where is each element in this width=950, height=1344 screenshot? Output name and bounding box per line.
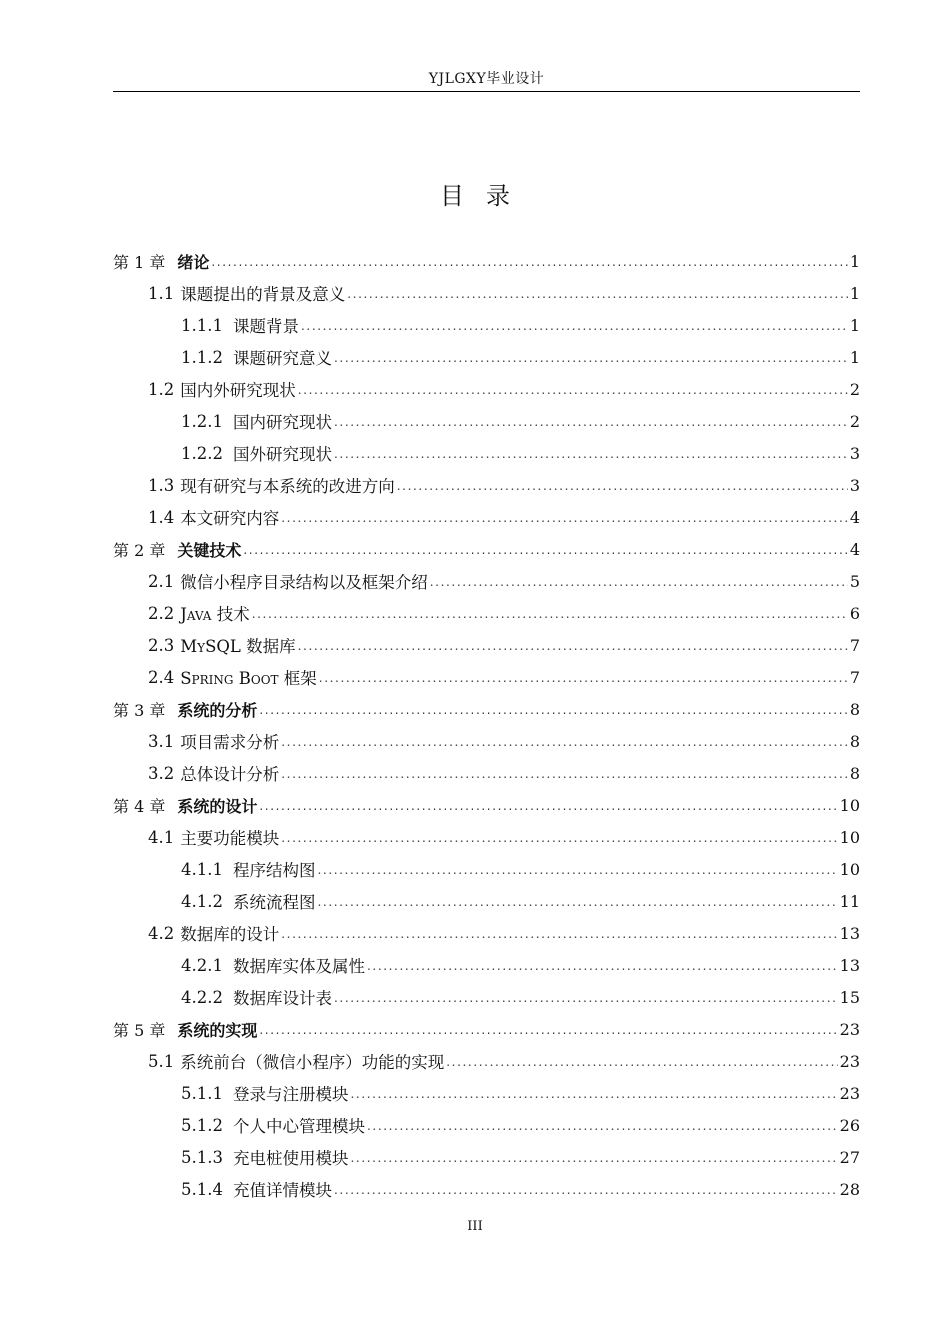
toc-entry-number: 2.1 [148,571,175,591]
toc-entry-label: 课题提出的背景及意义 [180,285,346,304]
toc-entry-number: 3.1 [148,731,175,751]
toc-dot-leader [281,925,837,941]
toc-entry-number: 5.1.2 [181,1115,223,1135]
toc-entry[interactable] [113,725,860,757]
toc-entry-label: 项目需求分析 [180,733,280,752]
toc-dot-leader [334,413,848,429]
toc-entry-label: 系统的分析 [177,700,258,720]
toc-entry-number: 5.1.4 [181,1179,223,1199]
toc-entry-number: 第 5 章 [113,1020,166,1040]
toc-dot-leader [367,1117,838,1133]
toc-entry-number: 1.1.2 [181,347,223,367]
toc-entry-number: 5.1.3 [181,1147,223,1167]
toc-entry-number: 1.4 [148,507,175,527]
toc-dot-leader [298,637,848,653]
toc-entry-label: MySQL 数据库 [180,637,296,656]
toc-entry-number: 3.2 [148,763,175,783]
toc-entry[interactable] [113,597,860,629]
toc-entry[interactable] [113,501,860,533]
running-header: YJLGXY毕业设计 [428,71,545,87]
toc-entry-label: 系统前台（微信小程序）功能的实现 [180,1053,445,1072]
toc-dot-leader [281,733,848,749]
toc-dot-leader [211,253,847,269]
toc-entry-number: 1.2.1 [181,411,223,431]
toc-entry-label: 登录与注册模块 [232,1085,349,1104]
toc-entry-page: 3 [849,443,860,463]
toc-dot-leader [334,349,848,365]
toc-entry-number: 4.1 [148,827,175,847]
toc-dot-leader [259,797,837,813]
toc-entry-label: 课题研究意义 [232,349,332,368]
toc-entry-page: 15 [839,987,860,1007]
toc-entry-page: 1 [849,283,860,303]
toc-entry-label: 系统流程图 [232,893,316,912]
toc-entry[interactable] [113,437,860,469]
header-rule [113,91,860,92]
toc-entry[interactable] [113,469,860,501]
toc-dot-leader [430,573,848,589]
toc-entry[interactable] [113,629,860,661]
toc-entry-page: 8 [849,763,860,783]
toc-entry-label: 本文研究内容 [180,509,280,528]
toc-dot-leader [347,285,848,301]
toc-entry-label: 数据库的设计 [180,925,280,944]
toc-entry-number: 5.1 [148,1051,175,1071]
toc-entry-page: 1 [849,315,860,335]
toc-entry-number: 1.1 [148,283,175,303]
toc-entry-number: 4.1.2 [181,891,223,911]
toc-entry-number: 第 4 章 [113,796,166,816]
toc-entry-page: 27 [839,1147,860,1167]
table-of-contents [113,245,860,1205]
toc-dot-leader [243,541,847,557]
toc-entry-number: 5.1.1 [181,1083,223,1103]
toc-entry[interactable] [113,917,860,949]
toc-dot-leader [334,989,838,1005]
toc-entry[interactable] [113,821,860,853]
toc-dot-leader [252,605,848,621]
toc-entry[interactable] [113,693,860,725]
toc-entry-page: 7 [849,635,860,655]
toc-entry-label: 数据库设计表 [232,989,332,1008]
toc-entry-page: 6 [849,603,860,623]
toc-entry-page: 2 [849,379,860,399]
toc-entry-page: 5 [849,571,860,591]
toc-entry-number: 2.3 [148,635,175,655]
toc-entry-label: 微信小程序目录结构以及框架介绍 [180,573,428,592]
toc-entry[interactable] [113,1013,860,1045]
toc-entry[interactable] [113,949,860,981]
toc-dot-leader [317,893,837,909]
toc-entry-label: 数据库实体及属性 [232,957,365,976]
toc-entry[interactable] [113,661,860,693]
toc-entry-label: 课题背景 [232,317,299,336]
toc-dot-leader [367,957,838,973]
toc-entry-label: 总体设计分析 [180,765,280,784]
toc-dot-leader [334,445,848,461]
toc-entry-label: 国内外研究现状 [180,381,296,400]
toc-entry[interactable] [113,1141,860,1173]
toc-entry-page: 26 [839,1115,860,1135]
page-title: 目录 [440,182,532,210]
toc-entry-number: 1.2.2 [181,443,223,463]
toc-entry-number: 4.2.2 [181,987,223,1007]
toc-entry-page: 10 [839,827,860,847]
toc-entry-number: 第 1 章 [113,252,166,272]
toc-dot-leader [350,1085,837,1101]
toc-entry-label: Spring Boot 框架 [180,669,317,688]
toc-entry-label: 国外研究现状 [232,445,332,464]
toc-entry-page: 4 [849,539,860,559]
toc-entry-page: 8 [849,731,860,751]
toc-dot-leader [281,509,848,525]
toc-entry-page: 7 [849,667,860,687]
toc-dot-leader [301,317,848,333]
toc-entry[interactable] [113,757,860,789]
toc-entry-label: 充电桩使用模块 [232,1149,349,1168]
toc-entry-number: 4.1.1 [181,859,223,879]
toc-entry-page: 28 [839,1179,860,1199]
toc-dot-leader [281,765,848,781]
toc-entry-page: 8 [849,699,860,719]
toc-entry-label: 关键技术 [177,540,242,560]
toc-entry-number: 2.4 [148,667,175,687]
toc-entry-label: 个人中心管理模块 [232,1117,365,1136]
page-number: III [467,1219,483,1234]
toc-dot-leader [281,829,837,845]
toc-entry-label: Java 技术 [180,605,250,624]
toc-entry[interactable] [113,277,860,309]
toc-dot-leader [298,381,848,397]
toc-entry-label: 国内研究现状 [232,413,332,432]
toc-entry-page: 23 [839,1051,860,1071]
toc-entry-number: 2.2 [148,603,175,623]
toc-entry[interactable] [113,373,860,405]
toc-entry-page: 13 [839,955,860,975]
toc-entry[interactable] [113,565,860,597]
toc-dot-leader [259,701,847,717]
toc-entry-number: 第 2 章 [113,540,166,560]
toc-entry[interactable] [113,853,860,885]
toc-dot-leader [350,1149,837,1165]
toc-entry-label: 充值详情模块 [232,1181,332,1200]
toc-entry-page: 1 [849,251,860,271]
toc-entry-page: 1 [849,347,860,367]
toc-entry-page: 4 [849,507,860,527]
toc-dot-leader [317,861,837,877]
toc-entry[interactable] [113,533,860,565]
toc-dot-leader [319,669,848,685]
toc-entry[interactable] [113,885,860,917]
toc-entry-label: 绪论 [177,252,210,272]
toc-entry[interactable] [113,309,860,341]
toc-entry-page: 11 [839,891,860,911]
toc-entry-label: 系统的实现 [177,1020,258,1040]
toc-entry-label: 系统的设计 [177,796,258,816]
toc-entry-number: 4.2.1 [181,955,223,975]
toc-entry-number: 1.3 [148,475,175,495]
toc-entry[interactable] [113,789,860,821]
toc-dot-leader [334,1181,838,1197]
toc-entry[interactable] [113,1045,860,1077]
toc-entry[interactable] [113,341,860,373]
toc-entry-number: 第 3 章 [113,700,166,720]
toc-entry[interactable] [113,1109,860,1141]
toc-entry-label: 程序结构图 [232,861,316,880]
toc-entry-page: 23 [839,1083,860,1103]
toc-entry-page: 2 [849,411,860,431]
toc-entry-page: 23 [839,1019,860,1039]
toc-dot-leader [397,477,848,493]
toc-dot-leader [446,1053,837,1069]
toc-entry-page: 3 [849,475,860,495]
toc-dot-leader [259,1021,837,1037]
toc-entry[interactable] [113,405,860,437]
toc-entry-number: 1.2 [148,379,175,399]
toc-entry-page: 10 [839,859,860,879]
toc-entry-number: 1.1.1 [181,315,223,335]
toc-entry-page: 10 [839,795,860,815]
toc-entry-number: 4.2 [148,923,175,943]
toc-entry-label: 主要功能模块 [180,829,280,848]
toc-entry-page: 13 [839,923,860,943]
toc-entry[interactable] [113,245,860,277]
toc-entry[interactable] [113,981,860,1013]
toc-entry-label: 现有研究与本系统的改进方向 [180,477,395,496]
toc-entry[interactable] [113,1173,860,1205]
toc-entry[interactable] [113,1077,860,1109]
